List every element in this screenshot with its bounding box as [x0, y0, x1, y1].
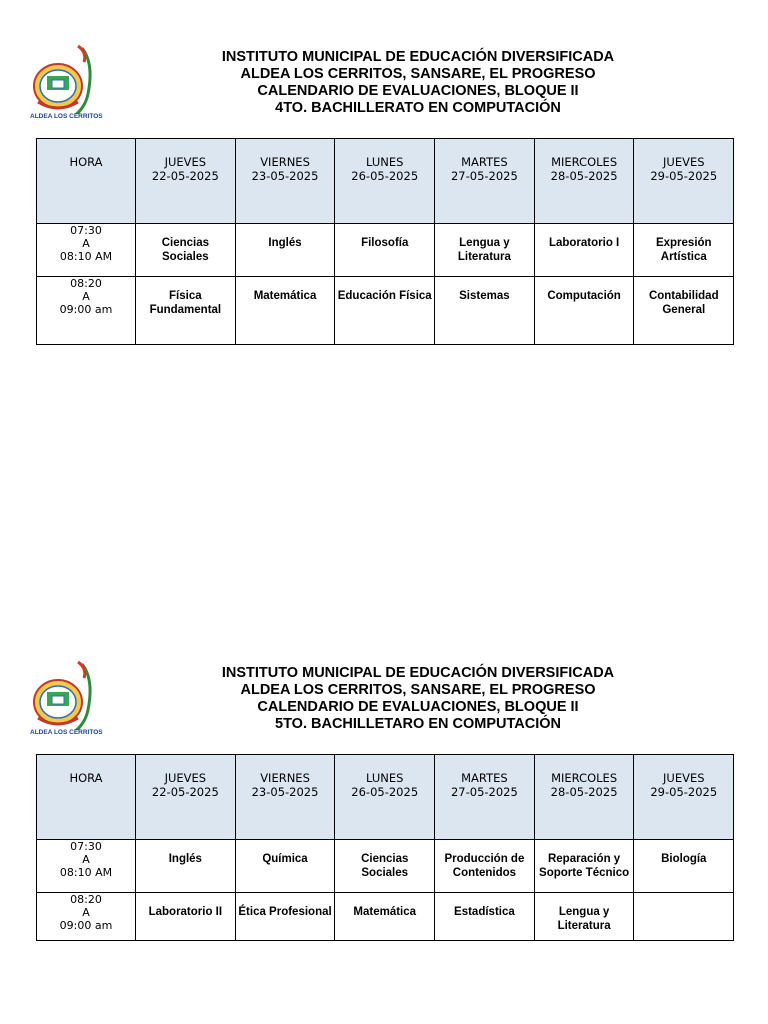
subject-cell: [634, 893, 734, 941]
column-header: HORA: [37, 755, 136, 840]
header-row: [37, 755, 734, 840]
grade-title: 5TO. BACHILLETARO EN COMPUTACIÓN: [275, 716, 561, 732]
document-header: [168, 49, 668, 117]
subject-cell: Física Fundamental: [136, 277, 236, 345]
time-cell: 08:20 A 09:00 am: [37, 893, 136, 941]
time-cell: 07:30 A 08:10 AM: [37, 840, 136, 893]
subject-cell: Biología: [634, 840, 734, 893]
calendar-title: CALENDARIO DE EVALUACIONES, BLOQUE II: [257, 83, 579, 99]
column-header: VIERNES 23-05-2025: [235, 755, 335, 840]
subject-cell: Lengua y Literatura: [435, 224, 535, 277]
column-header: MARTES 27-05-2025: [435, 139, 535, 224]
column-header: MARTES 27-05-2025: [435, 755, 535, 840]
column-header: JUEVES 29-05-2025: [634, 755, 734, 840]
subject-cell: Reparación y Soporte Técnico: [534, 840, 634, 893]
subject-cell: Matemática: [335, 893, 435, 941]
calendar-title: CALENDARIO DE EVALUACIONES, BLOQUE II: [257, 699, 579, 715]
document-header: [168, 665, 668, 733]
column-header: MIERCOLES 28-05-2025: [534, 139, 634, 224]
column-header: VIERNES 23-05-2025: [235, 139, 335, 224]
subject-cell: Laboratorio I: [534, 224, 634, 277]
evaluation-table: [36, 754, 734, 941]
table-row: [37, 840, 734, 893]
evaluation-table: [36, 138, 734, 345]
column-header: LUNES 26-05-2025: [335, 139, 435, 224]
time-cell: 08:20 A 09:00 am: [37, 277, 136, 345]
subject-cell: Química: [235, 840, 335, 893]
column-header: HORA: [37, 139, 136, 224]
subject-cell: Ética Profesional: [235, 893, 335, 941]
subject-cell: Matemática: [235, 277, 335, 345]
column-header: LUNES 26-05-2025: [335, 755, 435, 840]
institution-name: INSTITUTO MUNICIPAL DE EDUCACIÓN DIVERSIFICADA: [221, 665, 615, 681]
logo-caption: ALDEA LOS CERRITOS: [30, 113, 103, 120]
subject-cell: Lengua y Literatura: [534, 893, 634, 941]
subject-cell: Contabilidad General: [634, 277, 734, 345]
column-header: JUEVES 22-05-2025: [136, 139, 236, 224]
subject-cell: Educación Física: [335, 277, 435, 345]
table-row: [37, 224, 734, 277]
location: ALDEA LOS CERRITOS, SANSARE, EL PROGRESO: [240, 66, 596, 82]
column-header: JUEVES 29-05-2025: [634, 139, 734, 224]
time-cell: 07:30 A 08:10 AM: [37, 224, 136, 277]
subject-cell: Sistemas: [435, 277, 535, 345]
column-header: MIERCOLES 28-05-2025: [534, 755, 634, 840]
subject-cell: Producción de Contenidos: [435, 840, 535, 893]
school-logo-icon: [30, 660, 92, 740]
subject-cell: Estadística: [435, 893, 535, 941]
subject-cell: Ciencias Sociales: [335, 840, 435, 893]
column-header: JUEVES 22-05-2025: [136, 755, 236, 840]
subject-cell: Expresión Artística: [634, 224, 734, 277]
subject-cell: Computación: [534, 277, 634, 345]
table-row: [37, 893, 734, 941]
school-logo-icon: [30, 44, 92, 124]
logo-caption: ALDEA LOS CERRITOS: [30, 729, 103, 736]
table-row: [37, 277, 734, 345]
subject-cell: Inglés: [136, 840, 236, 893]
subject-cell: Ciencias Sociales: [136, 224, 236, 277]
grade-title: 4TO. BACHILLERATO EN COMPUTACIÓN: [275, 100, 561, 116]
header-row: [37, 139, 734, 224]
subject-cell: Filosofía: [335, 224, 435, 277]
subject-cell: Inglés: [235, 224, 335, 277]
institution-name: INSTITUTO MUNICIPAL DE EDUCACIÓN DIVERSIFICADA: [221, 49, 615, 65]
location: ALDEA LOS CERRITOS, SANSARE, EL PROGRESO: [240, 682, 596, 698]
subject-cell: Laboratorio II: [136, 893, 236, 941]
